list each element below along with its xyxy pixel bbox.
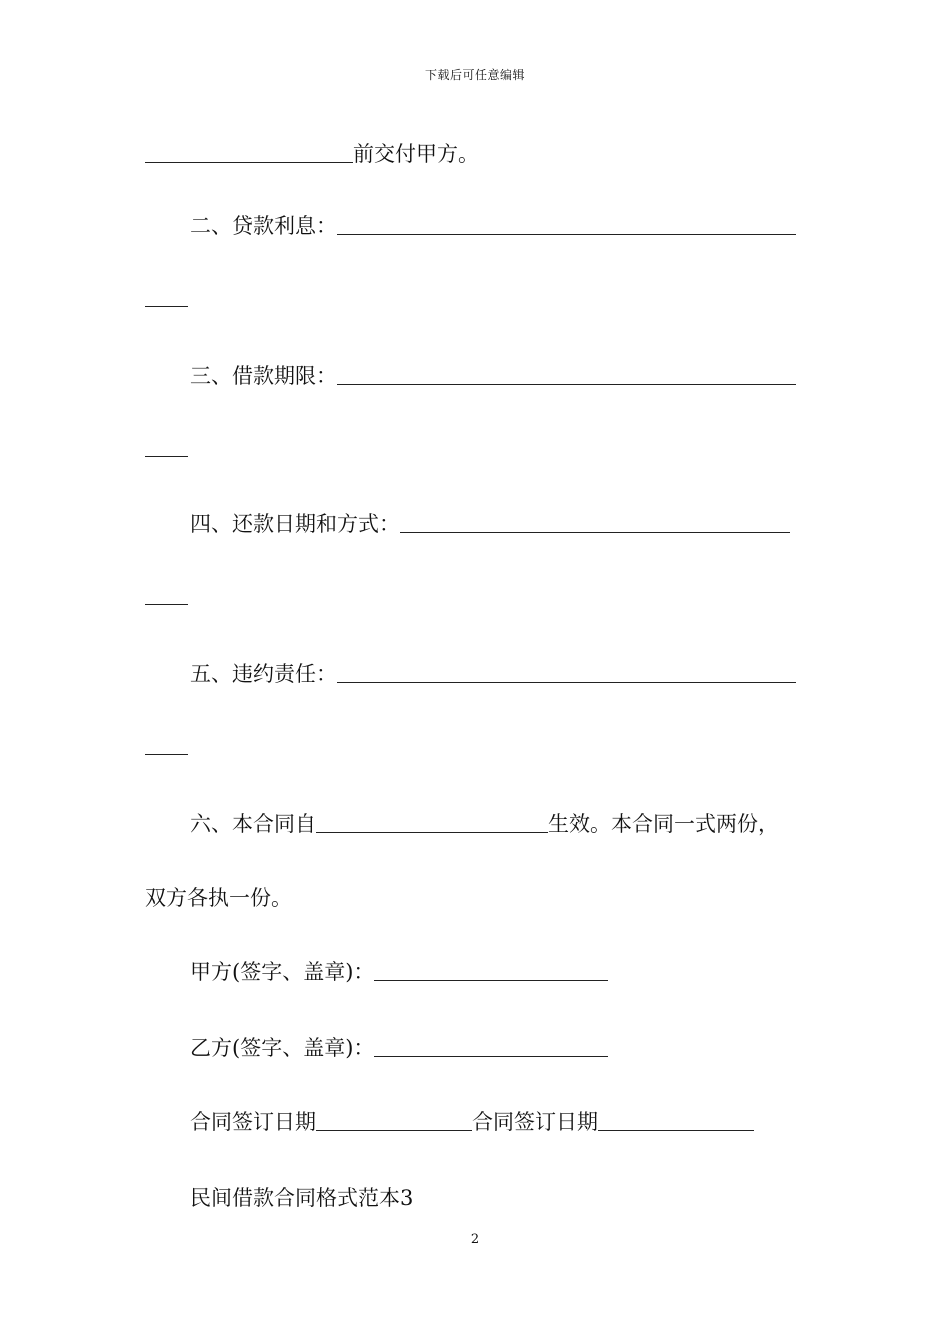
breach-continuation <box>145 734 188 760</box>
party-b-blank[interactable] <box>374 1036 608 1057</box>
blank-field[interactable] <box>145 142 353 163</box>
interest-blank[interactable] <box>337 214 796 235</box>
clause-effective-after: 生效。本合同一式两份， <box>548 812 779 836</box>
clause-term <box>190 362 796 390</box>
term-blank-cont[interactable] <box>145 436 188 457</box>
line-deliver-text: 前交付甲方。 <box>353 142 479 166</box>
signing-date-blank-b[interactable] <box>598 1110 754 1131</box>
party-b-signature <box>190 1034 608 1062</box>
clause-effective-before: 六、本合同自 <box>190 812 316 836</box>
party-a-label: 甲方(签字、盖章)： <box>190 960 375 984</box>
interest-blank-cont[interactable] <box>145 286 188 307</box>
repayment-continuation <box>145 584 188 610</box>
page-number: 2 <box>470 1232 480 1247</box>
party-a-blank[interactable] <box>374 960 608 981</box>
line-deliver <box>145 140 479 168</box>
repayment-blank[interactable] <box>400 512 790 533</box>
party-a-signature <box>190 958 608 986</box>
page-header: 下载后可任意编辑 <box>424 68 525 82</box>
clause-breach-label: 五、违约责任： <box>190 662 337 686</box>
signing-dates <box>190 1108 754 1136</box>
breach-blank[interactable] <box>337 662 796 683</box>
interest-continuation <box>145 286 188 312</box>
term-blank[interactable] <box>337 364 796 385</box>
term-continuation <box>145 436 188 462</box>
clause-repayment <box>190 510 790 538</box>
effective-blank[interactable] <box>316 812 548 833</box>
section-title <box>190 1184 413 1212</box>
breach-blank-cont[interactable] <box>145 734 188 755</box>
copies-line <box>145 884 292 912</box>
copies-text: 双方各执一份。 <box>145 886 292 910</box>
signing-date-blank-a[interactable] <box>316 1110 472 1131</box>
party-b-label: 乙方(签字、盖章)： <box>190 1036 375 1060</box>
clause-repayment-label: 四、还款日期和方式： <box>190 512 400 536</box>
section-title-text: 民间借款合同格式范本3 <box>190 1186 414 1210</box>
repayment-blank-cont[interactable] <box>145 584 188 605</box>
clause-term-label: 三、借款期限： <box>190 364 337 388</box>
clause-effective <box>190 810 779 838</box>
signing-date-label-a: 合同签订日期 <box>190 1110 316 1134</box>
clause-interest <box>190 212 796 240</box>
clause-interest-label: 二、贷款利息： <box>190 214 337 238</box>
signing-date-label-b: 合同签订日期 <box>472 1110 598 1134</box>
clause-breach <box>190 660 796 688</box>
